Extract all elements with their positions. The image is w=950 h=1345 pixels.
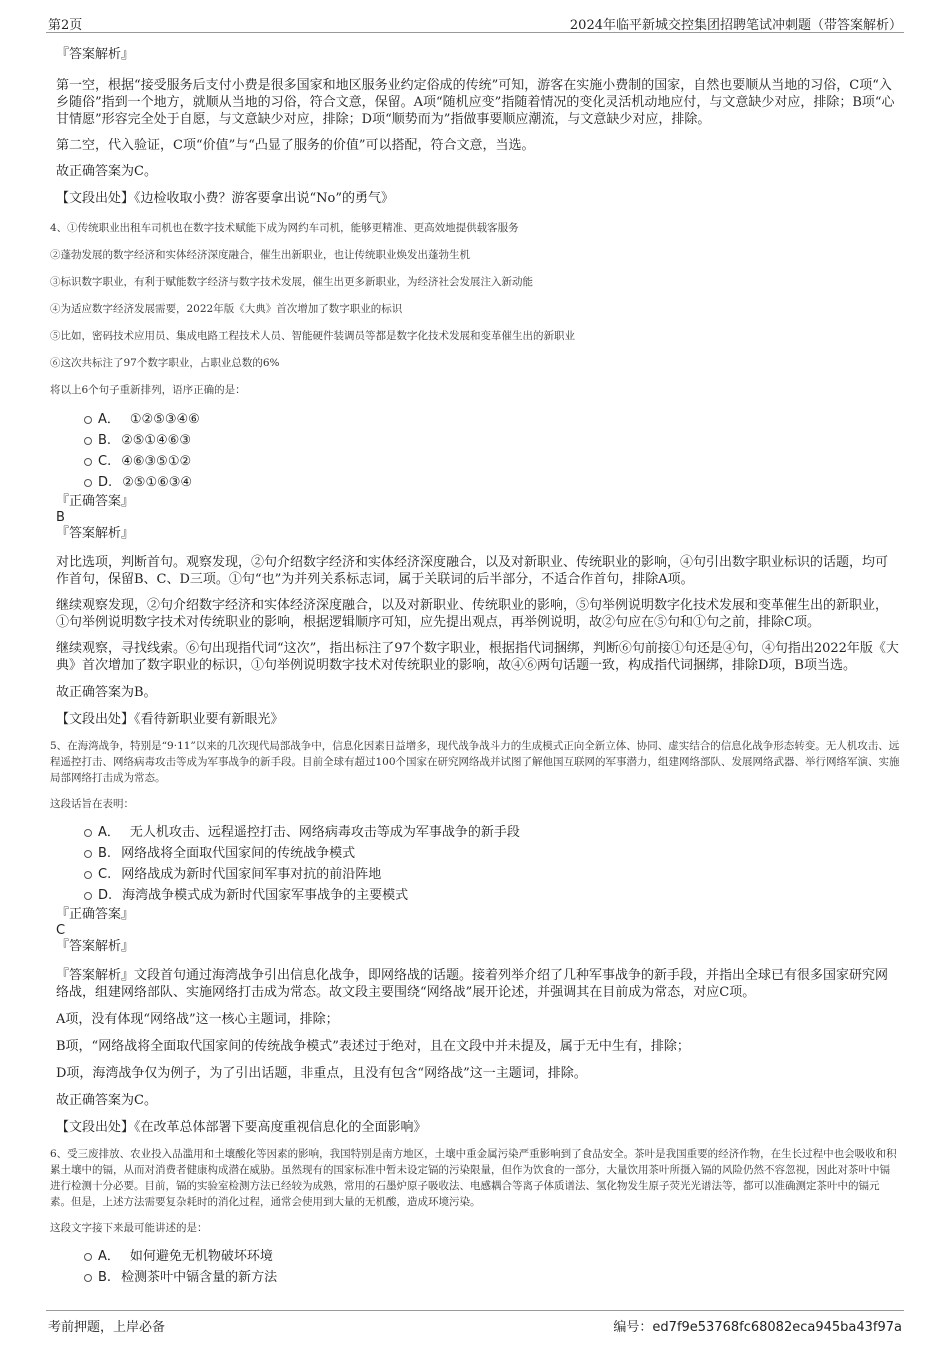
radio-icon[interactable] [84, 458, 92, 466]
source-citation: 【文段出处】《边检收取小费？游客要拿出说“No”的勇气》 [56, 191, 394, 206]
analysis-paragraph: 第二空，代入验证，C项“价值”与“凸显了服务的价值”可以搭配，符合文意，当选。 [56, 138, 535, 153]
option-b[interactable]: B. 网络战将全面取代国家间的传统战争模式 [84, 843, 900, 864]
radio-icon[interactable] [84, 437, 92, 445]
question-text: 4、①传统职业出租车司机也在数字技术赋能下成为网约车司机，能够更精准、更高效地提供载客服务 [50, 222, 519, 234]
analysis-paragraph: 故正确答案为C。 [56, 164, 157, 179]
option-list [84, 822, 900, 906]
analysis-paragraph: A项，没有体现“网络战”这一核心主题词，排除； [56, 1012, 339, 1027]
question-text: ②蓬勃发展的数字经济和实体经济深度融合，催生出新职业，也让传统职业焕发出蓬勃生机 [50, 249, 470, 261]
analysis-paragraph: D项，海湾战争仅为例子，为了引出话题，非重点，且没有包含“网络战”这一主题词，排除。 [56, 1066, 587, 1081]
answer-analysis-label: 『答案解析』 [56, 526, 135, 541]
option-d[interactable]: D. 海湾战争模式成为新时代国家军事战争的主要模式 [84, 885, 900, 906]
page-header [46, 12, 904, 33]
question-text: ⑥这次共标注了97个数字职业，占职业总数的6% [50, 357, 280, 369]
option-d[interactable]: D. ②⑤①⑥③④ [84, 472, 900, 493]
question-stem: 这段话旨在表明： [50, 798, 134, 810]
footer-slogan: 考前押题，上岸必备 [48, 1320, 166, 1335]
correct-answer-label: 『正确答案』 [56, 907, 135, 922]
page-number: 第2页 [48, 18, 83, 33]
radio-icon[interactable] [84, 416, 92, 424]
analysis-paragraph: 故正确答案为C。 [56, 1093, 157, 1108]
answer-analysis-label: 『答案解析』 [56, 939, 135, 954]
question-text: 5、在海湾战争，特别是“9·11”以来的几次现代局部战争中，信息化因素日益增多，现代战争战斗力的生成模式正向全新立体、协同、虚实结合的信息化战争形态转变。无人机攻击、远程遥控打击、网络病毒攻击等成为军事战争的新手段。目前全球有超过100个国家在研究网络战并试图了解他国互联网的军事潜力，组建网络部队、发展网络武器、举行网络军演、实施局部网络打击成为常态。 [50, 740, 900, 784]
option-b[interactable]: B. 检测茶叶中镉含量的新方法 [84, 1267, 900, 1288]
analysis-paragraph: 继续观察，寻找线索。⑥句出现指代词“这次”，指出标注了97个数字职业，根据指代词捆绑，判断⑥句前接①句还是④句，④句指出2022年版《大典》首次增加了数字职业的标识，①句举例说明数字技术对传统职业的影响，故④⑥两句话题一致，构成指代词捆绑，排除D项，B项当选。 [56, 641, 899, 673]
document-body [50, 42, 900, 1288]
question-text: ③标识数字职业，有利于赋能数字经济与数字技术发展，催生出更多新职业，为经济社会发展注入新动能 [50, 276, 533, 288]
option-a[interactable]: A． ①②⑤③④⑥ [84, 409, 900, 430]
option-c[interactable]: C. 网络战成为新时代国家间军事对抗的前沿阵地 [84, 864, 900, 885]
radio-icon[interactable] [84, 479, 92, 487]
radio-icon[interactable] [84, 871, 92, 879]
radio-icon[interactable] [84, 892, 92, 900]
option-list [84, 409, 900, 493]
correct-answer: C [56, 923, 66, 938]
analysis-paragraph: 『答案解析』文段首句通过海湾战争引出信息化战争，即网络战的话题。接着列举介绍了几种军事战争的新手段，并指出全球已有很多国家研究网络战，组建网络部队、实施网络打击成为常态。故文段主要围绕“网络战”展开论述，并强调其在目前成为常态，对应C项。 [56, 968, 889, 1000]
question-stem: 这段文字接下来最可能讲述的是： [50, 1222, 208, 1234]
radio-icon[interactable] [84, 850, 92, 858]
source-citation: 【文段出处】《看待新职业要有新眼光》 [56, 712, 284, 727]
option-b[interactable]: B. ②⑤①④⑥③ [84, 430, 900, 451]
document-id: 编号：ed7f9e53768fc68082eca945ba43f97a [613, 1320, 902, 1335]
page-footer [46, 1310, 904, 1337]
correct-answer: B [56, 510, 65, 525]
analysis-paragraph: 对比选项，判断首句。观察发现，②句介绍数字经济和实体经济深度融合，以及对新职业、传统职业的影响，④句引出数字职业标识的话题，均可作首句，保留B、C、D三项。①句“也”为并列关系标志词，属于关联词的后半部分，不适合作首句，排除A项。 [56, 555, 889, 587]
analysis-paragraph: B项，“网络战将全面取代国家间的传统战争模式”表述过于绝对，且在文段中并未提及，属于无中生有，排除； [56, 1039, 690, 1054]
question-stem: 将以上6个句子重新排列，语序正确的是： [50, 384, 246, 396]
document-title: 2024年临平新城交控集团招聘笔试冲刺题（带答案解析） [569, 18, 902, 33]
option-c[interactable]: C. ④⑥③⑤①② [84, 451, 900, 472]
analysis-paragraph: 第一空，根据“接受服务后支付小费是很多国家和地区服务业约定俗成的传统”可知，游客在实施小费制的国家，自然也要顺从当地的习俗，C项“入乡随俗”指到一个地方，就顺从当地的习俗，符合文意，保留。A项“随机应变”指随着情况的变化灵活机动地应付，与文意缺少对应，排除；B项“心甘情愿”形容完全处于自愿，与文意缺少对应，排除；D项“顺势而为”指做事要顺应潮流，与文意缺少对应，排除。 [56, 78, 895, 127]
question-text: ⑤比如，密码技术应用员、集成电路工程技术人员、智能硬件装调员等都是数字化技术发展和变革催生出的新职业 [50, 330, 575, 342]
answer-analysis-label: 『答案解析』 [56, 47, 135, 62]
option-a[interactable]: A． 无人机攻击、远程遥控打击、网络病毒攻击等成为军事战争的新手段 [84, 822, 900, 843]
option-a[interactable]: A． 如何避免无机物破坏环境 [84, 1246, 900, 1267]
analysis-paragraph: 故正确答案为B。 [56, 685, 157, 700]
radio-icon[interactable] [84, 829, 92, 837]
source-citation: 【文段出处】《在改革总体部署下要高度重视信息化的全面影响》 [56, 1120, 427, 1135]
radio-icon[interactable] [84, 1253, 92, 1261]
radio-icon[interactable] [84, 1274, 92, 1282]
analysis-paragraph: 继续观察发现，②句介绍数字经济和实体经济深度融合，以及对新职业、传统职业的影响，⑤句举例说明数字化技术发展和变革催生出的新职业，①句举例说明数字技术对传统职业的影响，根据逻辑顺序可知，应先提出观点，再举例说明，故②句应在⑤句和①句之前，排除C项。 [56, 598, 889, 630]
question-text: ④为适应数字经济发展需要，2022年版《大典》首次增加了数字职业的标识 [50, 303, 403, 315]
option-list [84, 1246, 900, 1288]
correct-answer-label: 『正确答案』 [56, 494, 135, 509]
question-text: 6、受三废排放、农业投入品滥用和土壤酸化等因素的影响，我国特别是南方地区，土壤中重金属污染严重影响到了食品安全。茶叶是我国重要的经济作物，在生长过程中也会吸收和积累土壤中的镉，从而对消费者健康构成潜在威胁。虽然现有的国家标准中暂未设定镉的污染限量，但作为饮食的一部分，大量饮用茶叶所摄入镉的风险仍然不容忽视，因此对茶叶中镉进行检测十分必要。目前，镉的实验室检测方法已经较为成熟，常用的石墨炉原子吸收法、电感耦合等离子体质谱法、氢化物发生原子荧光光谱法等，都可以准确测定茶叶中的镉元素。但是，上述方法需要复杂耗时的消化过程，通常会使用到大量的无机酸，造成环境污染。 [50, 1148, 897, 1208]
